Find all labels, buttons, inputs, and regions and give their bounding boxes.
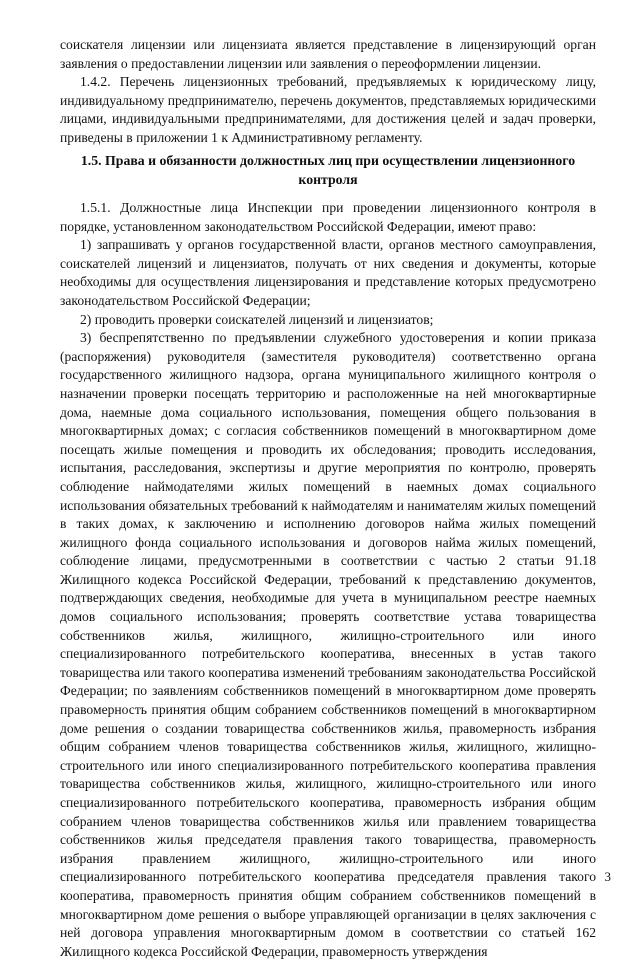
list-item-3: 3) беспрепятственно по предъявлении служебного удостоверения и копии приказа (распоряжения) руководителя (заместителя руководителя) соответственно органа государственного жилищного надзора, органа муниципального жилищного контроля о назначении проверки посещать территорию и расположенные на ней многоквартирные дома, наемные дома социального использования, помещения общего пользования в многоквартирных домах; с согласия собственников помещений в многоквартирном доме посещать жилые помещения и проводить их обследования; проводить исследования, испытания, расследования, экспертизы и другие мероприятия по контролю, проверять соблюдение наймодателями жилых помещений в наемных домах социального использования обязательных требований к наймодателям и нанимателям жилых помещений в таких домах, к заключению и исполнению договоров найма жилых помещений жилищного фонда социального использования и договоров найма жилых помещений, соблюдение лицами, предусмотренными в соответствии с частью 2 статьи 91.18 Жилищного кодекса Российской Федерации, требований к представлению документов, подтверждающих сведения, необходимые для учета в муниципальном реестре наемных домов социального использования; проверять соответствие устава товарищества собственников жилья, жилищного, жилищно-строительного или иного специализированного потребительского кооператива, внесенных в устав такого товарищества или такого кооператива изменений требованиям законодательства Российской Федерации; по заявлениям собственников помещений в многоквартирном доме проверять правомерность принятия общим собранием собственников помещений в многоквартирном доме решения о создании товарищества собственников жилья, правомерность избрания общим собранием членов товарищества собственников жилья, жилищного, жилищно-строительного или иного специализированного потребительского кооператива правления товарищества собственников жилья, жилищного, жилищно-строительного или иного специализированного потребительского кооператива, правомерность избрания общим собранием членов товарищества собственников жилья или правлением товарищества собственников жилья председателя правления такого товарищества, правомерность избрания правлением жилищного, жилищно-строительного или иного специализированного потребительского кооператива председателя правления такого кооператива, правомерность принятия общим собранием собственников помещений в многоквартирном доме решения о выборе управляющей организации в целях заключения с ней договора управления многоквартирным домом в соответствии со статьей 162 Жилищного кодекса Российской Федерации, правомерность утверждения bbox=[60, 330, 596, 959]
continuation-paragraph: соискателя лицензии или лицензиата является представление в лицензирующий орган заявления о предоставлении лицензии или заявления о переоформлении лицензии. bbox=[60, 37, 596, 71]
top-block bbox=[60, 36, 596, 148]
section-heading-block bbox=[60, 152, 596, 189]
page-number: 3 bbox=[604, 869, 611, 884]
section-heading: 1.5. Права и обязанности должностных лиц при осуществлении лицензионного контроля bbox=[80, 153, 576, 187]
body-block bbox=[60, 199, 596, 961]
paragraph-1-4-2: 1.4.2. Перечень лицензионных требований, предъявляемых к юридическому лицу, индивидуальному предпринимателю, перечень документов, представляемых юридическими лицами, индивидуальными предпринимателями, для достижения целей и задач проверки, приведены в приложении 1 к Административному регламенту. bbox=[60, 74, 596, 145]
paragraph-1-5-1: 1.5.1. Должностные лица Инспекции при проведении лицензионного контроля в порядке, установленном законодательством Российской Федерации, имеют право: bbox=[60, 200, 596, 234]
list-item-1: 1) запрашивать у органов государственной власти, органов местного самоуправления, соискателей лицензий и лицензиатов, получать от них сведения и документы, которые необходимы для осуществления лицензирования и представление которых предусмотрено законодательством Российской Федерации; bbox=[60, 237, 596, 308]
list-item-2: 2) проводить проверки соискателей лицензий и лицензиатов; bbox=[80, 311, 434, 327]
